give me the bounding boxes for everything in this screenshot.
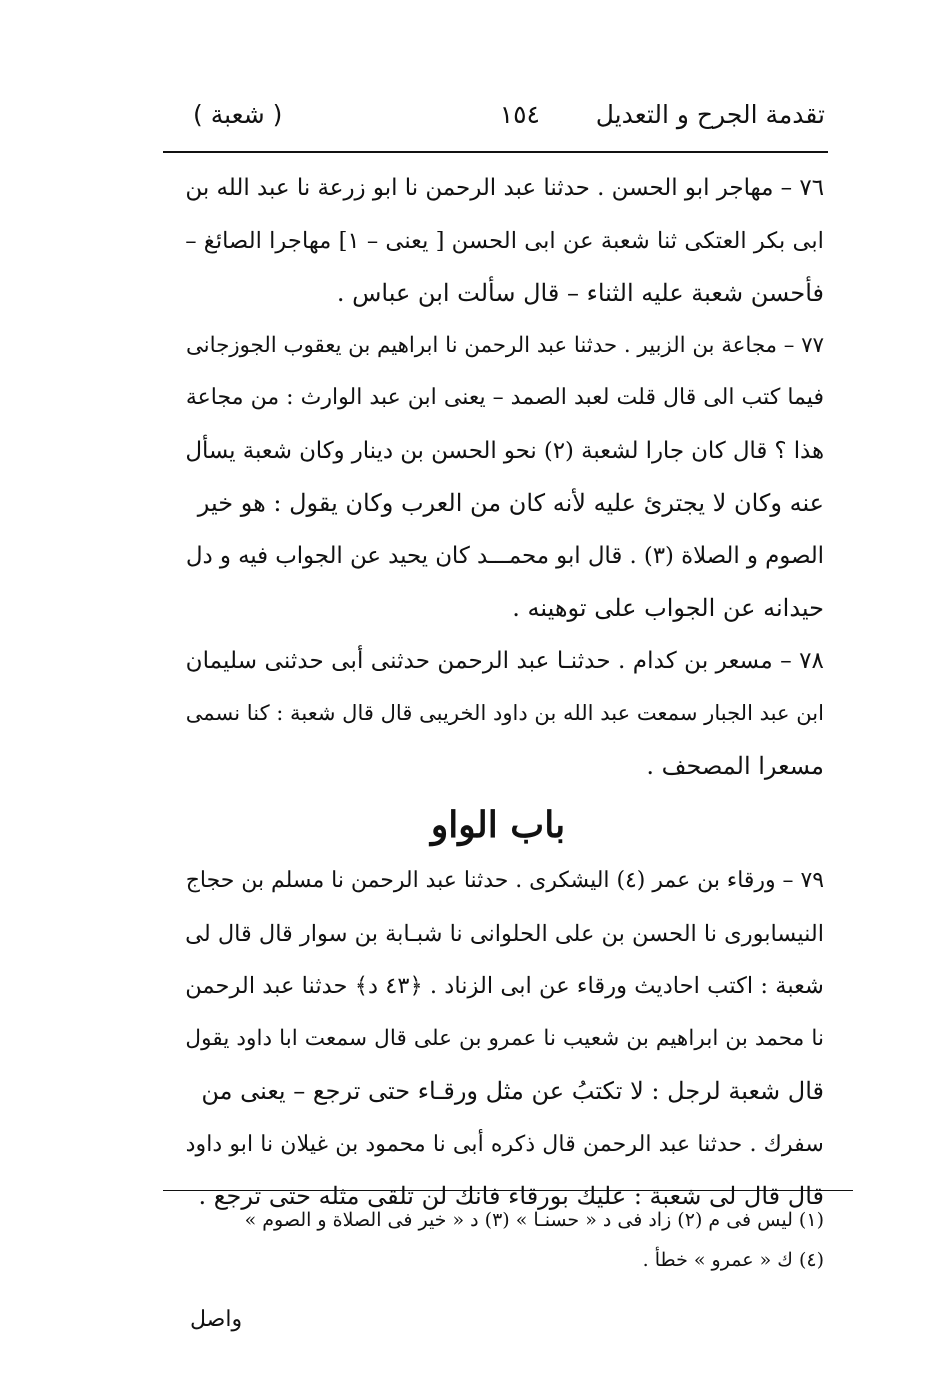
- text-line: سفرك . حدثنا عبد الرحمن قال ذكره أبى نا محمود بن غيلان نا ابو داود: [185, 1130, 824, 1157]
- text-line: فيما كتب الى قال قلت لعبد الصمد – يعنى ابن عبد الوارث : من مجاعة: [185, 385, 824, 410]
- text-line: مسعرا المصحف .: [646, 751, 824, 780]
- footnote-line: (٤) ك « عمرو » خطأ .: [642, 1249, 824, 1271]
- entry-79: [172, 855, 824, 1223]
- text-line: ابن عبد الجبار سمعت عبد الله بن داود الخريبى قال قال شعبة : كنا نسمى: [185, 700, 824, 725]
- main-text: [172, 162, 824, 1223]
- header-title: تقدمة الجرح و التعديل: [595, 100, 825, 129]
- running-header: [165, 95, 825, 145]
- text-line: قال شعبة لرجل : لا تكتبُ عن مثل ورقـاء حتى ترجع – يعنى من: [201, 1077, 824, 1105]
- text-line: قال قال لى شعبة : عليك بورقاء فانك لن تلقى مثله حتى ترجع .: [198, 1182, 824, 1210]
- page-number: ١٥٤: [499, 100, 540, 129]
- text-line: ٧٦ – مهاجر ابو الحسن . حدثنا عبد الرحمن نا ابو زرعة نا عبد الله بن: [185, 175, 824, 201]
- footnote-line: (١) ليس فى م (٢) زاد فى د « حسنـا » (٣) د « خير فى الصلاة و الصوم »: [244, 1209, 824, 1231]
- text-line: فأحسن شعبة عليه الثناء – قال سألت ابن عباس .: [336, 279, 824, 307]
- text-line: هذا ؟ قال كان جارا لشعبة (٢) نحو الحسن بن دينار وكان شعبة يسأل: [185, 437, 824, 464]
- text-line: ٧٨ – مسعر بن كدام . حدثنـا عبد الرحمن حدثنى أبى حدثنى سليمان: [185, 646, 824, 674]
- text-line: عنه وكان لا يجترئ عليه لأنه كان من العرب وكان يقول : هو خير: [197, 489, 824, 517]
- text-line: الصوم و الصلاة (٣) . قال ابو محمـــد كان يحيد عن الجواب فيه و دل: [185, 542, 824, 569]
- catchword: واصل: [190, 1307, 243, 1332]
- text-line: شعبة : اكتب احاديث ورقاء عن ابى الزناد . ﴿٤٣ د﴾ حدثنا عبد الرحمن: [185, 973, 824, 999]
- text-line: النيسابورى نا الحسن بن على الحلوانى نا شبـابة بن سوار قال قال لى: [185, 920, 824, 947]
- entry-78: [172, 635, 824, 793]
- text-line: ٧٩ – ورقاء بن عمر (٤) اليشكرى . حدثنا عبد الرحمن نا مسلم بن حجاج: [185, 868, 824, 893]
- entry-77: [172, 320, 824, 635]
- text-line: نا محمد بن ابراهيم بن شعيب نا عمرو بن على قال سمعت ابا داود يقول: [185, 1025, 824, 1051]
- chapter-heading: باب الواو: [430, 804, 566, 846]
- header-rule: [163, 151, 828, 153]
- text-line: ابى بكر العتكى ثنا شعبة عن ابى الحسن [ يعنى – ١] مهاجرا الصائغ –: [185, 227, 824, 254]
- text-line: ٧٧ – مجاعة بن الزبير . حدثنا عبد الرحمن نا ابراهيم بن يعقوب الجوزجانى: [185, 332, 824, 358]
- footnote-rule: [163, 1190, 853, 1191]
- header-section: ( شعبة ): [193, 100, 283, 129]
- footnotes: [172, 1200, 824, 1280]
- entry-76: [172, 162, 824, 320]
- text-line: حيدانه عن الجواب على توهينه .: [512, 594, 824, 622]
